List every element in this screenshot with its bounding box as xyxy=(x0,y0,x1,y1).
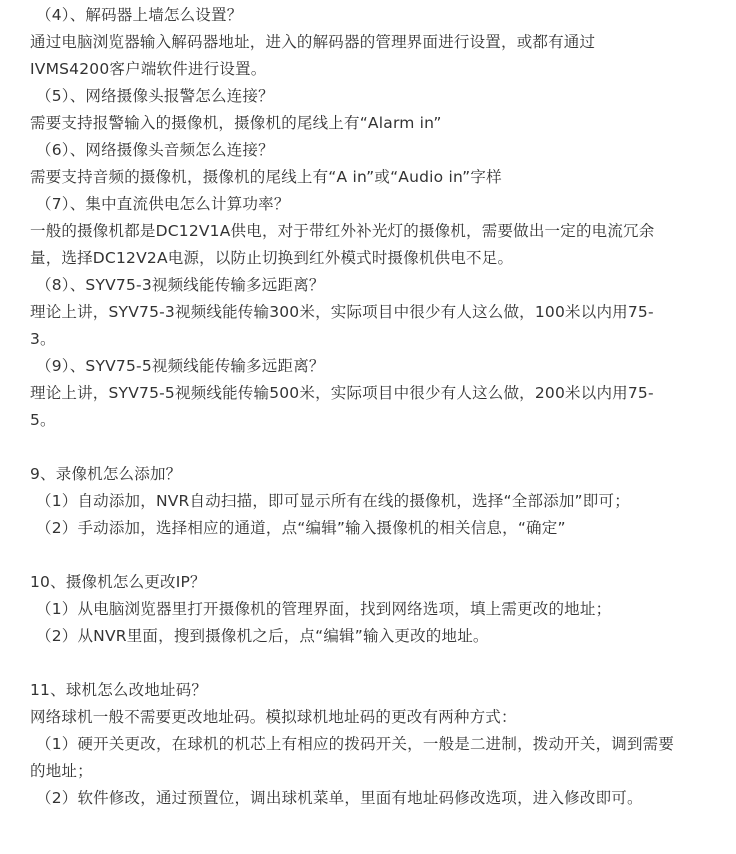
section-heading: 10、摄像机怎么更改IP？ xyxy=(30,573,206,591)
list-item: （1）从电脑浏览器里打开摄像机的管理界面，找到网络选项，填上需更改的地址； xyxy=(36,600,612,618)
paragraph-line: 网络球机一般不需要更改地址码。模拟球机地址码的更改有两种方式： xyxy=(30,708,517,726)
list-item: （1）硬开关更改，在球机的机芯上有相应的拨码开关，一般是二进制，拨动开关，调到需要 xyxy=(36,735,675,753)
paragraph-line: 量，选择DC12V2A电源，以防止切换到红外模式时摄像机供电不足。 xyxy=(30,249,514,267)
paragraph-line: 理论上讲，SYV75-5视频线能传输500米，实际项目中很少有人这么做，200米以内用75- xyxy=(30,384,654,402)
list-item: （2）手动添加，选择相应的通道，点“编辑”输入摄像机的相关信息，“确定” xyxy=(36,519,566,537)
paragraph-line: 5。 xyxy=(30,411,56,429)
blank-line xyxy=(30,650,720,677)
question-heading: （8）、SYV75-3视频线能传输多远距离？ xyxy=(36,276,325,294)
paragraph-line: 理论上讲，SYV75-3视频线能传输300米，实际项目中很少有人这么做，100米以内用75- xyxy=(30,303,654,321)
section-heading: 11、球机怎么改地址码？ xyxy=(30,681,208,699)
list-item: （2）从NVR里面，搜到摄像机之后，点“编辑”输入更改的地址。 xyxy=(36,627,489,645)
blank-line xyxy=(30,434,720,461)
paragraph-line: 需要支持报警输入的摄像机，摄像机的尾线上有“Alarm in” xyxy=(30,114,442,132)
paragraph-line: IVMS4200客户端软件进行设置。 xyxy=(30,60,267,78)
question-heading: （5）、网络摄像头报警怎么连接？ xyxy=(36,87,274,105)
list-item: （2）软件修改，通过预置位，调出球机菜单，里面有地址码修改选项，进入修改即可。 xyxy=(36,789,643,807)
paragraph-line: 一般的摄像机都是DC12V1A供电，对于带红外补光灯的摄像机，需要做出一定的电流冗余 xyxy=(30,222,655,240)
question-heading: （4）、解码器上墙怎么设置？ xyxy=(36,6,243,24)
section-heading: 9、录像机怎么添加？ xyxy=(30,465,182,483)
paragraph-line: 的地址； xyxy=(30,762,93,780)
paragraph-line: 通过电脑浏览器输入解码器地址，进入的解码器的管理界面进行设置，或都有通过 xyxy=(30,33,596,51)
paragraph-line: 3。 xyxy=(30,330,56,348)
question-heading: （6）、网络摄像头音频怎么连接？ xyxy=(36,141,274,159)
question-heading: （9）、SYV75-5视频线能传输多远距离？ xyxy=(36,357,325,375)
blank-line xyxy=(30,542,720,569)
paragraph-line: 需要支持音频的摄像机，摄像机的尾线上有“A in”或“Audio in”字样 xyxy=(30,168,502,186)
question-heading: （7）、集中直流供电怎么计算功率？ xyxy=(36,195,290,213)
article-body xyxy=(30,2,720,812)
list-item: （1）自动添加，NVR自动扫描，即可显示所有在线的摄像机，选择“全部添加”即可； xyxy=(36,492,630,510)
